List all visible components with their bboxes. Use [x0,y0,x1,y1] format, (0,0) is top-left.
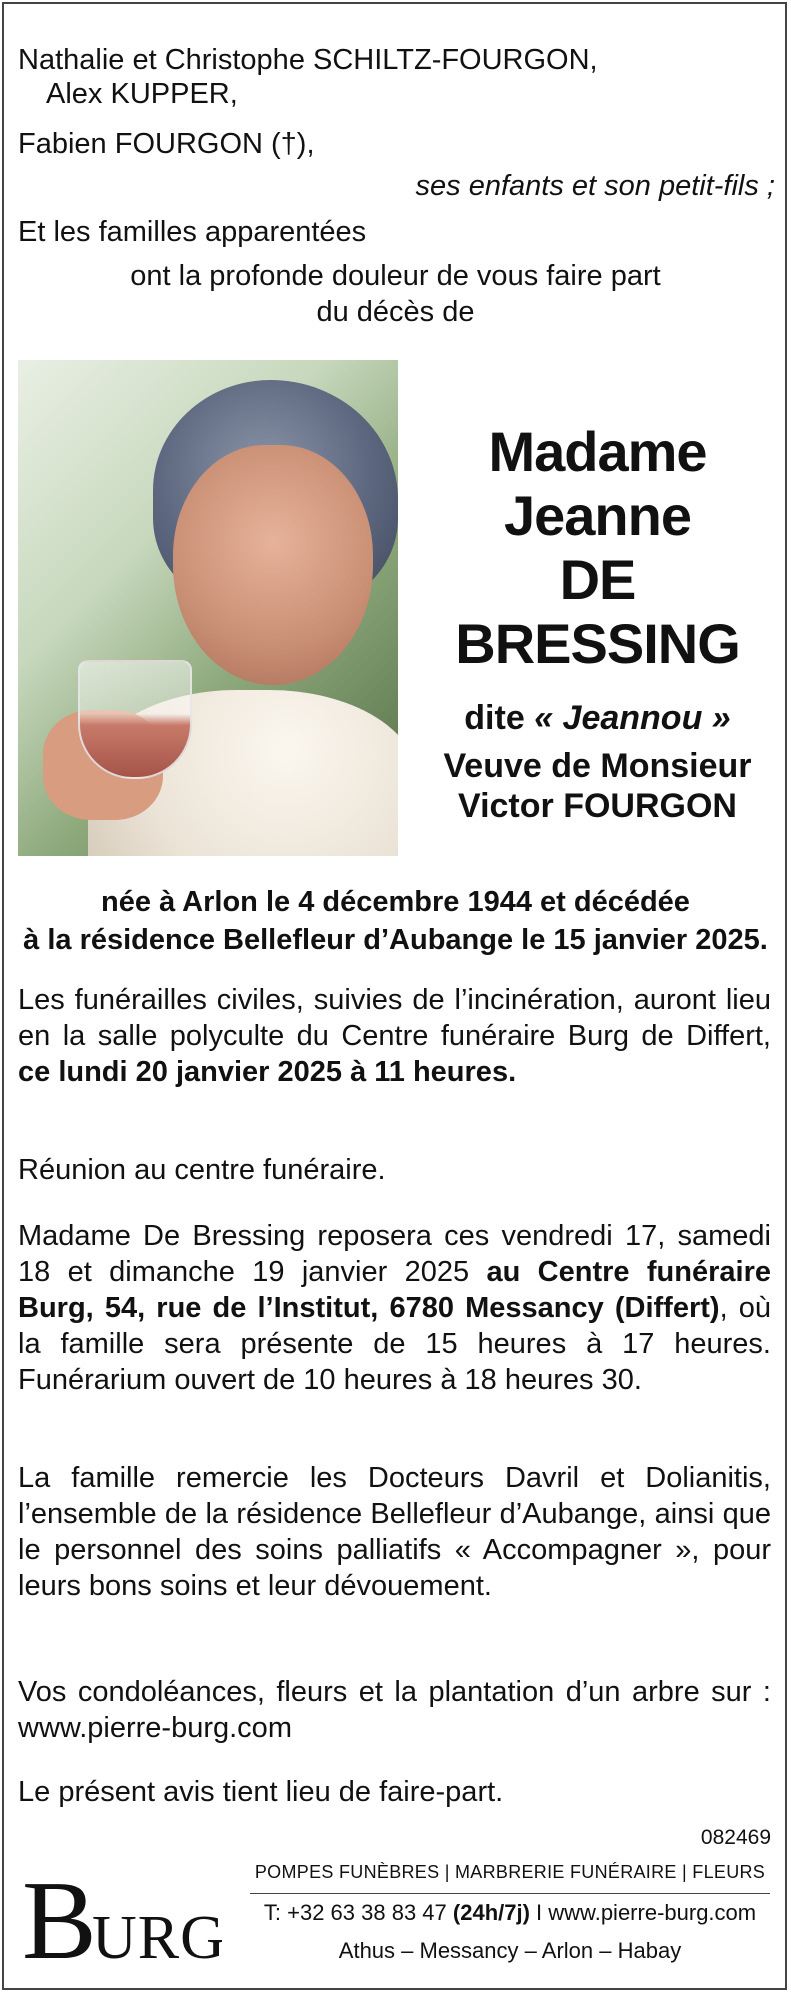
rest-paragraph [18,1218,771,1398]
family-line-5: Et les familles apparentées [18,216,367,248]
footer-phone: T: +32 63 38 83 47 [263,1900,453,1925]
footer-contact [250,1900,770,1926]
family-line-6: ont la profonde douleur de vous faire part [130,260,661,292]
dates-line-1: née à Arlon le 4 décembre 1944 et décédée [101,886,690,918]
deceased-title: Madame [488,420,707,483]
family-line-2: Alex KUPPER, [46,78,238,110]
family-line-1: Nathalie et Christophe SCHILTZ-FOURGON, [18,44,598,76]
footer-cities: Athus – Messancy – Arlon – Habay [338,1938,682,1963]
footer-services: POMPES FUNÈBRES | MARBRERIE FUNÉRAIRE | FLEURS [254,1862,766,1882]
name-block [420,420,775,826]
rest-text-1: Madame De Bressing reposera ces vendredi 17, samedi 18 et dimanche 19 janvier 2025 [18,1220,771,1288]
deceased-photo [18,360,398,856]
condolences-paragraph: Vos condoléances, fleurs et la plantation d’un arbre sur : www.pierre-burg.com [18,1676,771,1744]
family-line-3: Fabien FOURGON (†), [18,128,315,160]
widow-line-2: Victor FOURGON [458,787,737,825]
rest-text-2: , où la famille sera présente de 15 heures à 17 heures. Funérarium ouvert de 10 heures à 18 heures 30. [18,1292,772,1396]
deceased-last-name: DE BRESSING [455,548,740,675]
photo-face [173,445,373,685]
family-line-7: du décès de [316,296,475,328]
alias-prefix: dite [464,699,525,737]
svg-text:B: B [22,1860,97,1970]
footer-divider [250,1893,770,1894]
alias-name: « Jeannou » [534,699,731,737]
thanks-paragraph: La famille remercie les Docteurs Davril et Dolianitis, l’ensemble de la résidence Bellefleur d’Aubange, ainsi que le personnel des soins palliatifs « Accompagner », pour leurs bons soins et leur dévouement. [18,1462,771,1602]
dates-line-2: à la résidence Bellefleur d’Aubange le 15 janvier 2025. [23,924,768,956]
deceased-alias [420,698,775,738]
footer-website[interactable]: I www.pierre-burg.com [529,1900,757,1925]
reunion-paragraph: Réunion au centre funéraire. [18,1154,386,1186]
funeral-paragraph [18,982,771,1090]
rest-address: au Centre funéraire Burg, 54, rue de l’Institut, 6780 Messancy (Differt) [18,1256,771,1324]
deceased-first-name: Jeanne [504,484,691,547]
funeral-text: Les funérailles civiles, suivies de l’incinération, auront lieu en la salle polyculte du Centre funéraire Burg de Differt, [18,984,771,1052]
widow-line-1: Veuve de Monsieur [443,747,752,785]
funeral-date: ce lundi 20 janvier 2025 à 11 heures. [18,1056,517,1088]
family-line-4: ses enfants et son petit-fils ; [415,170,775,202]
reference-number: 082469 [700,1826,771,1849]
notice-paragraph: Le présent avis tient lieu de faire-part. [18,1776,504,1808]
wine-glass-icon [78,660,192,779]
svg-text:URG: URG [92,1904,222,1970]
burg-logo [22,1860,222,1970]
footer-hours: (24h/7j) [452,1900,530,1925]
